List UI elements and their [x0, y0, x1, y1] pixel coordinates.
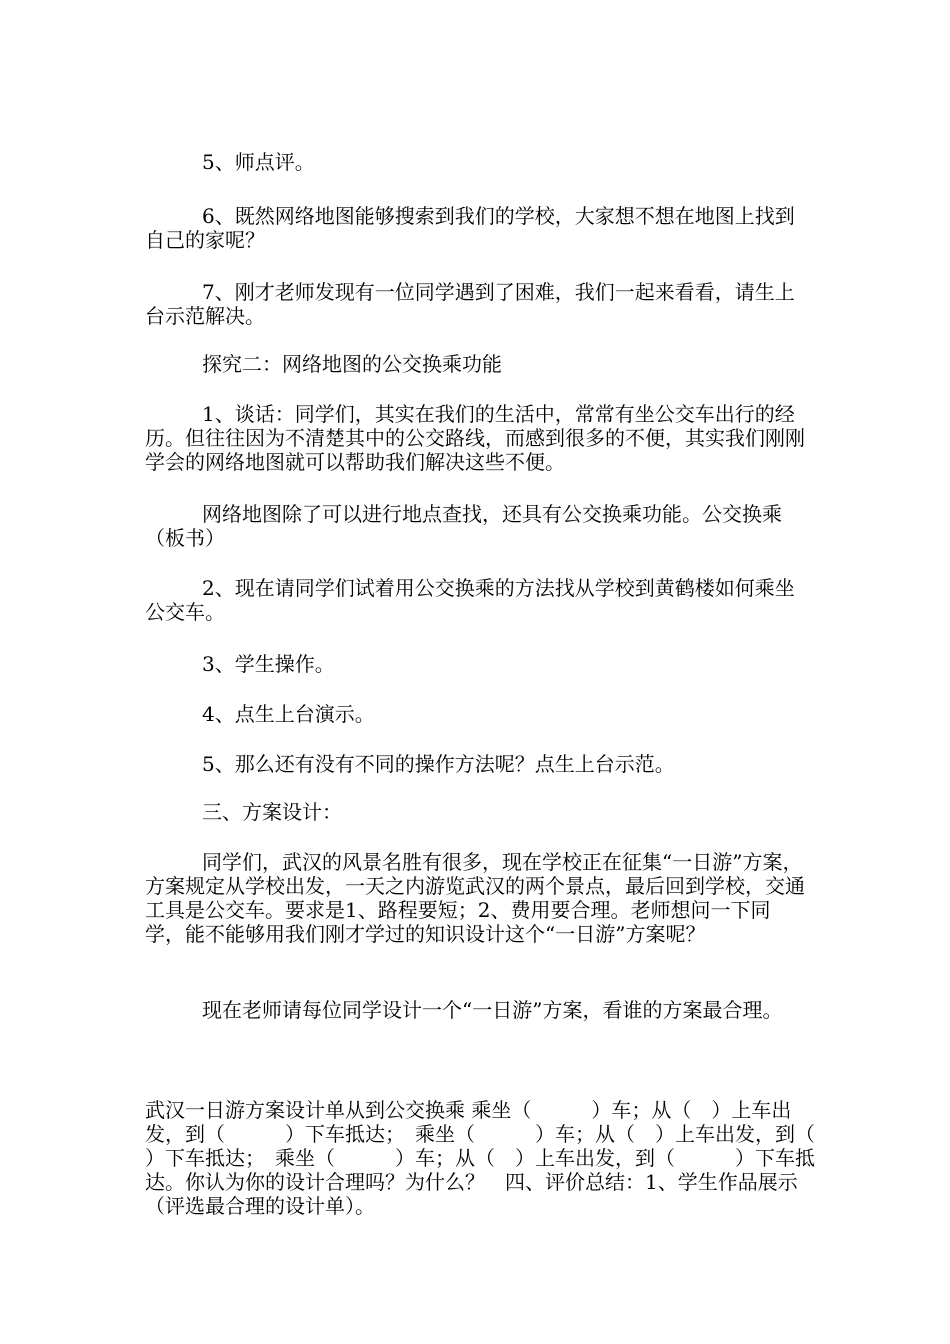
paragraph-try-transfer: 2、现在请同学们试着用公交换乘的方法找从学校到黄鹤楼如何乘坐公交车。 [145, 576, 795, 624]
paragraph-student-present: 4、点生上台演示。 [202, 702, 375, 726]
paragraph-other-methods: 5、那么还有没有不同的操作方法呢？点生上台示范。 [202, 752, 675, 776]
paragraph-one-day-tour: 同学们，武汉的风景名胜有很多，现在学校正在征集“一日游”方案，方案规定从学校出发，一天之内游览武汉的两个景点，最后回到学校，交通工具是公交车。要求是1、路程要短；2、费用要合理。老师想问一下同学，能不能够用我们刚才学过的知识设计这个“一日游”方案呢？ [145, 850, 805, 946]
paragraph-find-home: 6、既然网络地图能够搜索到我们的学校，大家想不想在地图上找到自己的家呢？ [145, 204, 795, 252]
paragraph-student-demo: 7、刚才老师发现有一位同学遇到了困难，我们一起来看看，请生上台示范解决。 [145, 280, 795, 328]
paragraph-design-sheet: 武汉一日游方案设计单从到公交换乘 乘坐（ ）车；从（ ）上车出发，到（ ）下车抵达； 乘坐（ ）车；从（ ）上车出发，到（ ）下车抵达； 乘坐（ ）车；从（ ）上车出发，到（ ）下车抵达。你认为你的设计合理吗？为什么？ 四、评价总结：1、学生作品展示（评选最合理的设计单）。 [145, 1098, 875, 1218]
paragraph-design-task: 现在老师请每位同学设计一个“一日游”方案，看谁的方案最合理。 [202, 998, 783, 1022]
paragraph-talk: 1、谈话：同学们，其实在我们的生活中，常常有坐公交车出行的经历。但往往因为不清楚其中的公交路线，而感到很多的不便，其实我们刚刚学会的网络地图就可以帮助我们解决这些不便。 [145, 402, 805, 474]
paragraph-teacher-comment: 5、师点评。 [202, 150, 315, 174]
paragraph-student-operate: 3、学生操作。 [202, 652, 335, 676]
paragraph-transfer-function: 网络地图除了可以进行地点查找，还具有公交换乘功能。公交换乘（板书） [145, 502, 782, 550]
section-heading-plan-design: 三、方案设计： [202, 800, 342, 824]
section-heading-explore-two: 探究二：网络地图的公交换乘功能 [202, 352, 502, 376]
